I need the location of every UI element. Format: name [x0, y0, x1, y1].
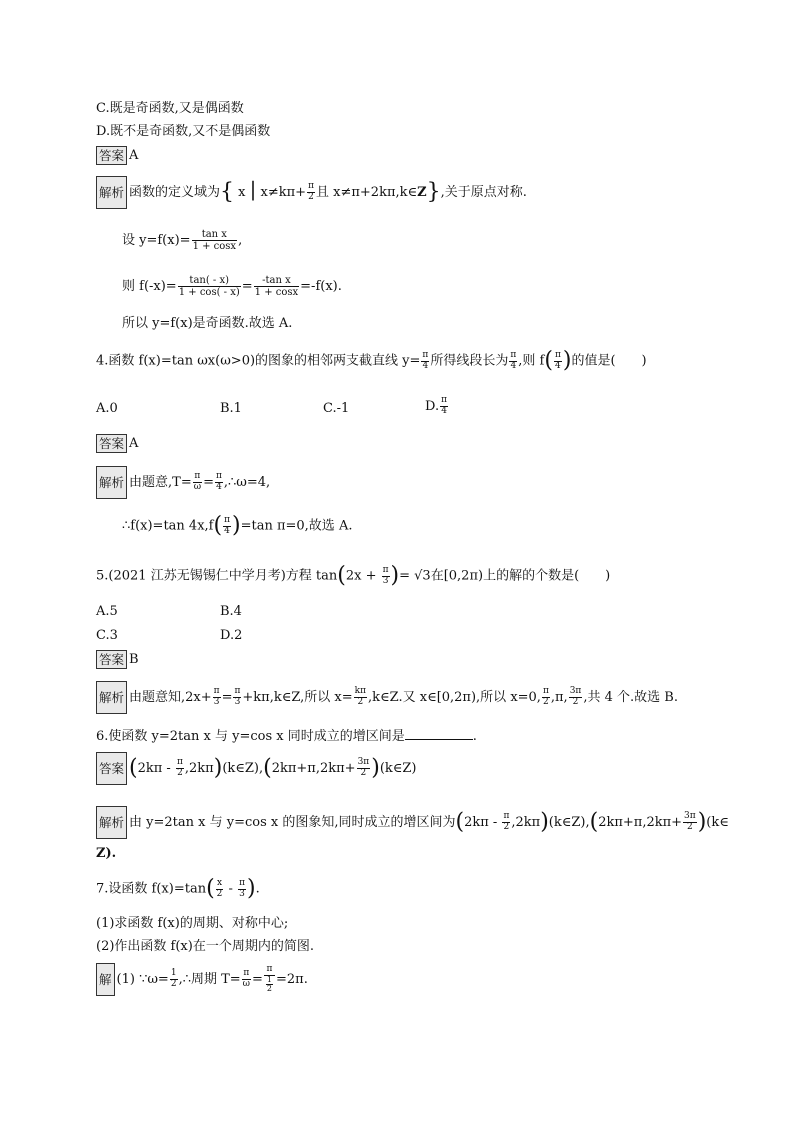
solution-tag: 解 — [96, 963, 115, 996]
condition-text: x≠kπ+ — [260, 185, 307, 200]
question-6: 6.使函数 y=2tan x 与 y=cos x 同时成立的增区间是 . — [96, 729, 477, 744]
analysis-text: 函数的定义域为 — [129, 185, 221, 200]
question-4: 4.函数 f(x)=tan ωx(ω>0)的图象的相邻两支截直线 y= $\frac{\pi}{4}$ 所得线段长为 $\frac{\pi}{4}$ ,则 f( $\frac{\pi}{4}$ )的值是( ) — [96, 348, 647, 373]
q4-option-a: A.0 — [96, 401, 118, 416]
answer-row-3 — [96, 146, 138, 165]
q4-option-d: D. $\frac{\pi}{4}$ — [425, 395, 448, 416]
question-7: 7.设函数 f(x)=tan( $\frac{x}{2}$ - $\frac{\pi}{3}$ ). — [96, 876, 260, 901]
analysis-row-3: 解析 函数的定义域为{ x | x≠kπ+ $\frac{\pi}{2}$ 且 x≠π+2kπ,k∈Z},关于原点对称. — [96, 176, 527, 209]
question-7-part-1: (1)求函数 f(x)的周期、对称中心; — [96, 916, 289, 931]
answer-row-4: 答案 A — [96, 434, 138, 453]
analysis-tag: 解析 — [96, 806, 127, 839]
answer-blank — [405, 727, 473, 740]
analysis-row-4: 解析 由题意,T= $\frac{\pi}{\omega}$ = $\frac{\pi}{4}$ ,∴ω=4, — [96, 466, 270, 499]
answer-tag: 答案 — [96, 146, 127, 165]
analysis-tag: 解析 — [96, 176, 127, 209]
analysis-tag: 解析 — [96, 466, 127, 499]
question-5: 5.(2021 江苏无锡锡仁中学月考)方程 tan(2x + $\frac{\pi}{3}$ )= √3在[0,2π)上的解的个数是( ) — [96, 563, 611, 588]
f-minus-x-row: 则 f(-x)= $\frac{\tan( - x)}{1 + \cos( - x)}$ = $\frac{\text{-tan x}}{1 + \cos x}$ =-f(x). — [122, 275, 342, 298]
q4-option-c: C.-1 — [323, 401, 350, 416]
solution-row-7: 解 (1) ∵ω= $\frac{1}{2}$ ,∴周期 T= $\frac{\pi}{\omega}$ = $\frac{\pi}{\frac{1}{2}}$ =2π. — [96, 963, 308, 996]
analysis-row-5: 解析 由题意知,2x+ $\frac{\pi}{3}$ = $\frac{\pi}{3}$ +kπ,k∈Z,所以 x= $\frac{k\pi}{2}$ ,k∈Z.又 x∈[0,2π),所以 x=0, $\frac{\pi}{2}$ ,π, $\frac{3\pi}{2}$ ,共 4 个.故选 B. — [96, 681, 678, 714]
q5-option-b: B.4 — [220, 604, 242, 619]
option-d-text: D.既不是奇函数,又不是偶函数 — [96, 124, 271, 139]
q5-option-d: D.2 — [220, 628, 243, 643]
answer-tag: 答案 — [96, 752, 127, 785]
q4-option-b: B.1 — [220, 401, 242, 416]
question-7-part-2: (2)作出函数 f(x)在一个周期内的简图. — [96, 939, 314, 954]
q5-option-c: C.3 — [96, 628, 118, 643]
q5-option-a: A.5 — [96, 604, 118, 619]
option-c-text: C.既是奇函数,又是偶函数 — [96, 101, 244, 116]
analysis-6-wrap: Z). — [96, 846, 117, 861]
answer-row-5: 答案 B — [96, 650, 139, 669]
symmetry-text: ,关于原点对称. — [440, 185, 527, 200]
analysis-4-conclusion: ∴f(x)=tan 4x,f( $\frac{\pi}{4}$ )=tan π=0,故选 A. — [122, 513, 353, 538]
define-y-row: 设 y=f(x)= $\frac{\text{tan x}}{1 + \cos x}$ , — [122, 229, 243, 252]
conclusion-3: 所以 y=f(x)是奇函数.故选 A. — [122, 316, 293, 331]
answer-tag: 答案 — [96, 434, 127, 453]
answer-tag: 答案 — [96, 650, 127, 669]
analysis-tag: 解析 — [96, 681, 127, 714]
condition-text-2: 且 x≠π+2kπ,k∈ — [316, 185, 418, 200]
answer-row-6: 答案 (2kπ - $\frac{\pi}{2}$ ,2kπ)(k∈Z),(2kπ+π,2kπ+ $\frac{3\pi}{2}$ )(k∈Z) — [96, 752, 417, 785]
analysis-row-6: 解析 由 y=2tan x 与 y=cos x 的图象知,同时成立的增区间为(2kπ - $\frac{\pi}{2}$ ,2kπ)(k∈Z),(2kπ+π,2kπ+ $\frac{3\pi}{2}$ )(k∈ — [96, 806, 729, 839]
answer-value: A — [129, 148, 139, 163]
